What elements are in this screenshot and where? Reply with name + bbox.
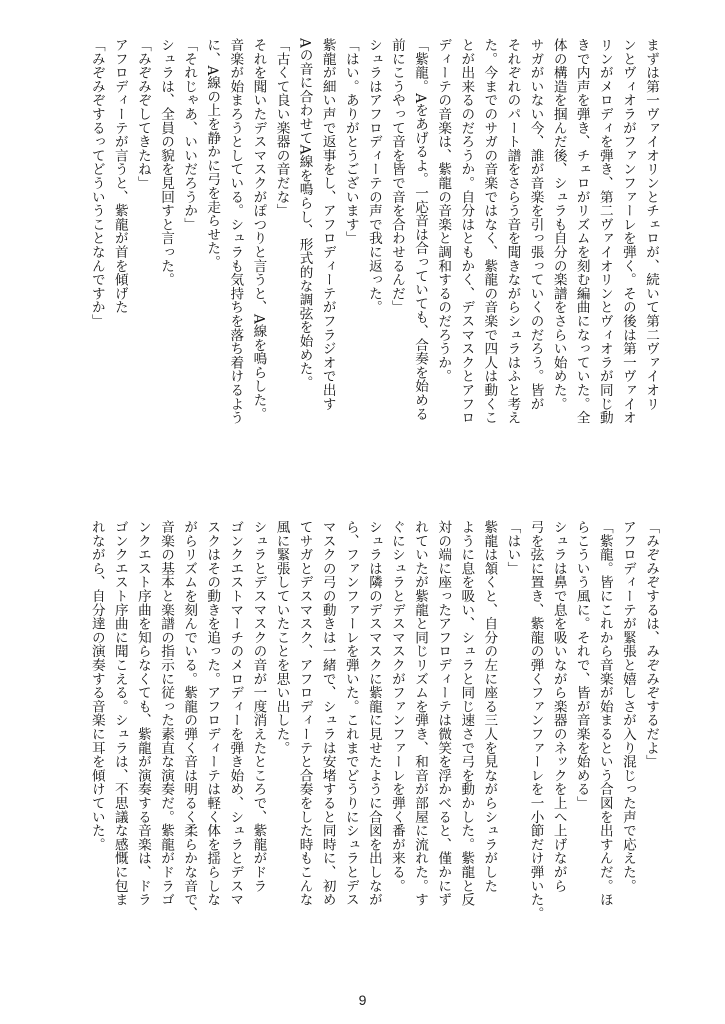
- text-line: スクはその動きを追った。アフロディーテは軽く体を揺らしな: [204, 520, 221, 907]
- text-line: 音楽の基本と楽譜の指示に従った素直な演奏だ。紫龍がドラゴ: [158, 520, 175, 907]
- text-line: アフロディーテが緊張と嬉しさが入り混じった声で応えた。: [619, 520, 636, 893]
- text-line: た。今までのサガの音楽ではなく、紫龍の音楽で四人は動くこ: [481, 38, 498, 425]
- text-line: ゴンクエスト序曲に聞こえる。シュラは、不思議な感慨に包ま: [111, 520, 128, 907]
- text-line: 紫龍は頷くと、自分の左に座る三人を見ながらシュラがした: [481, 520, 498, 893]
- text-line: ように息を吸い、シュラと同じ速さで弓を動かした。紫龍と反: [458, 520, 475, 907]
- text-line: シュラとデスマスクの音が一度消えたところで、紫龍がドラ: [250, 520, 267, 893]
- text-line: シュラは隣のデスマスクに紫龍に見せたように合図を出しなが: [365, 520, 382, 907]
- text-line: リンがメロディを弾き、第二ヴァイオリンとヴィオラが同じ動: [596, 38, 613, 425]
- text-line: 紫龍が細い声で返事をし、アフロディーテがフラジオで出す: [319, 38, 336, 411]
- page-number: 9: [358, 992, 367, 1008]
- lower-text-block: [60, 520, 662, 960]
- text-line: それぞれのパート譜をさらう音を聞きながらシュラはふと考え: [504, 38, 521, 425]
- text-line: 「紫龍。皆にこれから音楽が始まるという合図を出すんだ。ほ: [596, 520, 613, 907]
- text-line: 音楽が始まろうとしている。シュラも気持ちを落ち着けるよう: [227, 38, 244, 425]
- text-line: ンクエスト序曲を知らなくても、紫龍が演奏する音楽は、ドラ: [134, 520, 151, 907]
- text-line: 「はい」: [504, 520, 521, 576]
- text-line: ゴンクエストマーチのメロディーを弾き始め、シュラとデスマ: [227, 520, 244, 907]
- text-line: 弓を弦に置き、紫龍の弾くファンファーレを一小節だけ弾いた。: [527, 520, 544, 921]
- text-line: シュラは鼻で息を吸いながら楽器のネックを上へ上げながら: [550, 520, 567, 893]
- text-line: ら、ファンファーレを弾いた。これまでどうりにシュラとデス: [342, 520, 359, 907]
- upper-text-block: [60, 38, 662, 453]
- text-line: らこういう風に。それで、皆が音楽を始める」: [573, 520, 590, 810]
- text-line: 「みぞみぞするは、みぞみぞするだよ」: [643, 520, 659, 769]
- text-line: 風に緊張していたことを思い出した。: [273, 520, 290, 755]
- text-line: それを聞いたデスマスクがぽつりと言うと、A線を鳴らした。: [250, 38, 267, 421]
- text-line: サガがいない今、誰が音楽を引っ張っていくのだろう。皆が: [527, 38, 544, 411]
- text-line: 「はい。ありがとうございます」: [342, 38, 359, 245]
- text-line: シュラはアフロディーテの声で我に返った。: [365, 38, 382, 314]
- text-line: まずは第一ヴァイオリンとチェロが、続いて第二ヴァイオリ: [643, 38, 659, 411]
- text-line: アフロディーテが言うと、紫龍が首を傾げた: [111, 38, 128, 314]
- text-line: てサガとデスマスク、アフロディーテと合奏をした時もこんな: [296, 520, 313, 907]
- text-line: とが出来るのだろうか。自分はともかく、デスマスクとアフロ: [458, 38, 475, 425]
- text-line: きで内声を弾き、チェロがリズムを刻む編曲になっていた。全: [573, 38, 590, 425]
- text-line: 「みぞみぞするってどういうことなんですか」: [88, 38, 105, 328]
- text-line: に、A線の上を静かに弓を走らせた。: [204, 38, 221, 269]
- text-line: 前にこうやって音を皆で音を合わせるんだ」: [388, 38, 405, 314]
- text-line: ぐにシュラとデスマスクがファンファーレを弾く番が来る。: [388, 520, 405, 893]
- text-line: 「みぞみぞしてきたね」: [134, 38, 151, 190]
- text-line: ディーテの音楽は、紫龍の音楽と調和するのだろうか。: [435, 38, 452, 383]
- text-line: Aの音に合わせてA線を鳴らし、形式的な調弦を始めた。: [296, 38, 313, 390]
- text-line: れながら、自分達の演奏する音楽に耳を傾けていた。: [88, 520, 105, 852]
- text-line: 体の構造を掴んだ後、シュラも自分の楽譜をさらい始めた。: [550, 38, 567, 411]
- text-line: 「紫龍。Aをあげるよ。一応音は合っていても、合奏を始める: [412, 38, 429, 421]
- text-line: れていたが紫龍と同じリズムを弾き、和音が部屋に流れた。す: [412, 520, 429, 907]
- text-line: がらリズムを刻んでいる。紫龍の弾く音は明るく柔らかな音で、: [181, 520, 198, 921]
- text-line: ンとヴィオラがファンファーレを弾く。その後は第一ヴァイオ: [619, 38, 636, 425]
- text-line: 「それじゃあ、いいだろうか」: [181, 38, 198, 232]
- text-line: 対の端に座ったアフロディーテは微笑を浮かべると、僅かにず: [435, 520, 452, 907]
- text-line: 「古くて良い楽器の音だな」: [273, 38, 290, 218]
- text-line: マスクの弓の動きは一緒で、シュラは安堵すると同時に、初め: [319, 520, 336, 907]
- text-line: シュラは、全員の貌を見回すと言った。: [158, 38, 175, 287]
